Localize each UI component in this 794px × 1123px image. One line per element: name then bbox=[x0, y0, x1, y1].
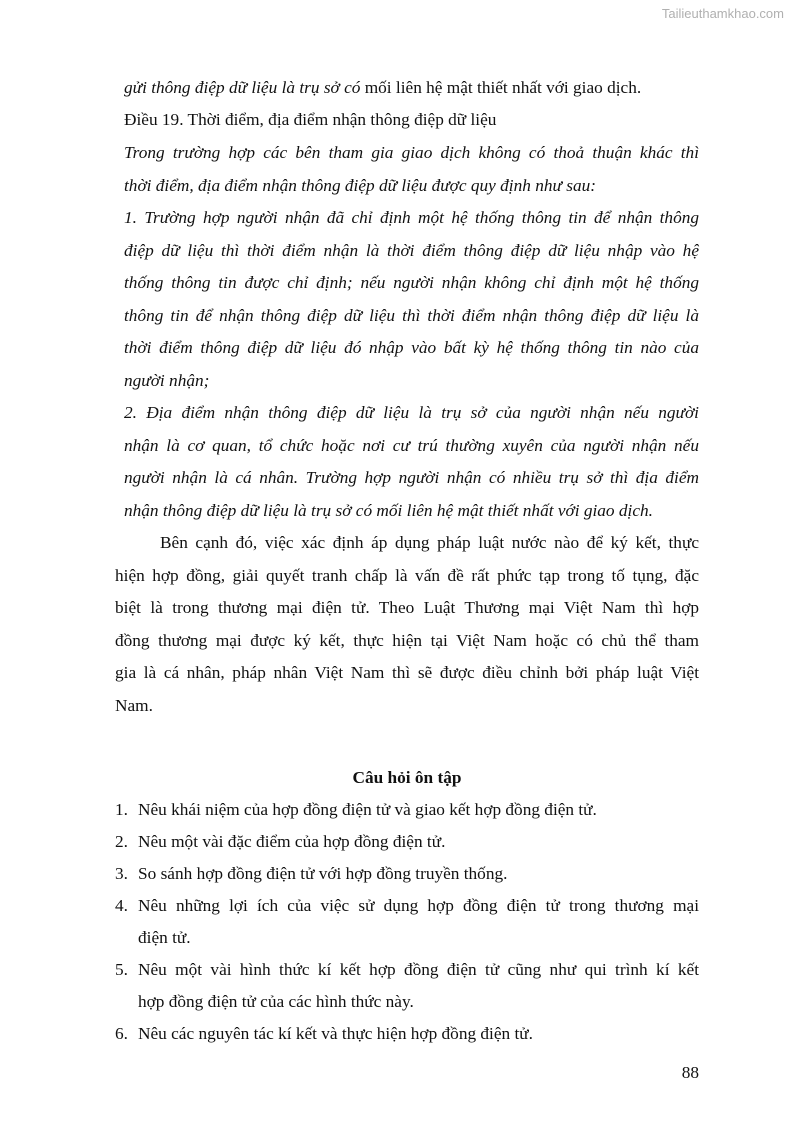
quote-line: thời điểm, địa điểm nhận thông điệp dữ liệu được quy định như sau: bbox=[124, 176, 596, 195]
quote-line-1-italic: gửi thông điệp dữ liệu là trụ sở có bbox=[124, 78, 365, 97]
question-text: Nêu khái niệm của hợp đồng điện tử và giao kết hợp đồng điện tử. bbox=[138, 800, 597, 819]
question-text: điện tử. bbox=[138, 928, 191, 947]
question-number: 3. bbox=[115, 864, 128, 883]
quote-line: thống thông tin được chỉ định; nếu người nhận không chỉ định một hệ thống bbox=[124, 273, 699, 292]
question-text: So sánh hợp đồng điện tử với hợp đồng truyền thống. bbox=[138, 864, 508, 883]
quote-line: điệp dữ liệu thì thời điểm nhận là thời điểm thông điệp dữ liệu nhập vào hệ bbox=[124, 241, 699, 260]
question-number: 6. bbox=[115, 1024, 128, 1043]
paragraph-line: Bên cạnh đó, việc xác định áp dụng pháp luật nước nào để ký kết, thực bbox=[160, 533, 699, 552]
quote-line: Trong trường hợp các bên tham gia giao dịch không có thoả thuận khác thì bbox=[124, 143, 699, 162]
article-title: Điều 19. Thời điểm, địa điểm nhận thông điệp dữ liệu bbox=[124, 110, 497, 129]
quote-line bbox=[124, 78, 699, 98]
quote-line: nhận thông điệp dữ liệu là trụ sở có mối liên hệ mật thiết nhất với giao dịch. bbox=[124, 501, 653, 520]
paragraph-line: Nam. bbox=[115, 696, 153, 715]
quote-line: thời điểm thông điệp dữ liệu đó nhập vào bất kỳ hệ thống thông tin nào của bbox=[124, 338, 699, 357]
quote-line-1-upright: mối liên hệ mật thiết nhất với giao dịch. bbox=[364, 78, 642, 97]
review-heading: Câu hỏi ôn tập bbox=[352, 768, 462, 787]
paragraph-line: biệt là trong thương mại điện tử. Theo Luật Thương mại Việt Nam thì hợp bbox=[115, 598, 699, 617]
question-text: hợp đồng điện tử của các hình thức này. bbox=[138, 992, 414, 1011]
question-number: 4. bbox=[115, 896, 128, 915]
page-number: 88 bbox=[681, 1063, 699, 1082]
watermark: Tailieuthamkhao.com bbox=[661, 6, 784, 21]
quote-line: người nhận; bbox=[124, 371, 210, 390]
paragraph-line: đồng thương mại được ký kết, thực hiện tại Việt Nam hoặc có chủ thể tham bbox=[115, 631, 699, 650]
quote-line: 1. Trường hợp người nhận đã chỉ định một hệ thống thông tin để nhận thông bbox=[124, 208, 699, 227]
question-text: Nêu những lợi ích của việc sử dụng hợp đồng điện tử trong thương mại bbox=[138, 896, 699, 915]
question-number: 5. bbox=[115, 960, 128, 979]
quote-line: 2. Địa điểm nhận thông điệp dữ liệu là trụ sở của người nhận nếu người bbox=[124, 403, 699, 422]
question-number: 2. bbox=[115, 832, 128, 851]
question-text: Nêu một vài đặc điểm của hợp đồng điện tử. bbox=[138, 832, 446, 851]
question-number: 1. bbox=[115, 800, 128, 819]
question-text: Nêu một vài hình thức kí kết hợp đồng điện tử cũng như qui trình kí kết bbox=[138, 960, 699, 979]
quote-line: thông tin để nhận thông điệp dữ liệu thì thời điểm nhận thông điệp dữ liệu là bbox=[124, 306, 699, 325]
quote-line: người nhận là cá nhân. Trường hợp người nhận có nhiều trụ sở thì địa điểm bbox=[124, 468, 699, 487]
paragraph-line: hiện hợp đồng, giải quyết tranh chấp là vấn đề rất phức tạp trong tố tụng, đặc bbox=[115, 566, 699, 585]
paragraph-line: gia là cá nhân, pháp nhân Việt Nam thì sẽ được điều chỉnh bởi pháp luật Việt bbox=[115, 663, 699, 682]
question-text: Nêu các nguyên tác kí kết và thực hiện hợp đồng điện tử. bbox=[138, 1024, 533, 1043]
quote-line: nhận là cơ quan, tổ chức hoặc nơi cư trú thường xuyên của người nhận nếu bbox=[124, 436, 699, 455]
